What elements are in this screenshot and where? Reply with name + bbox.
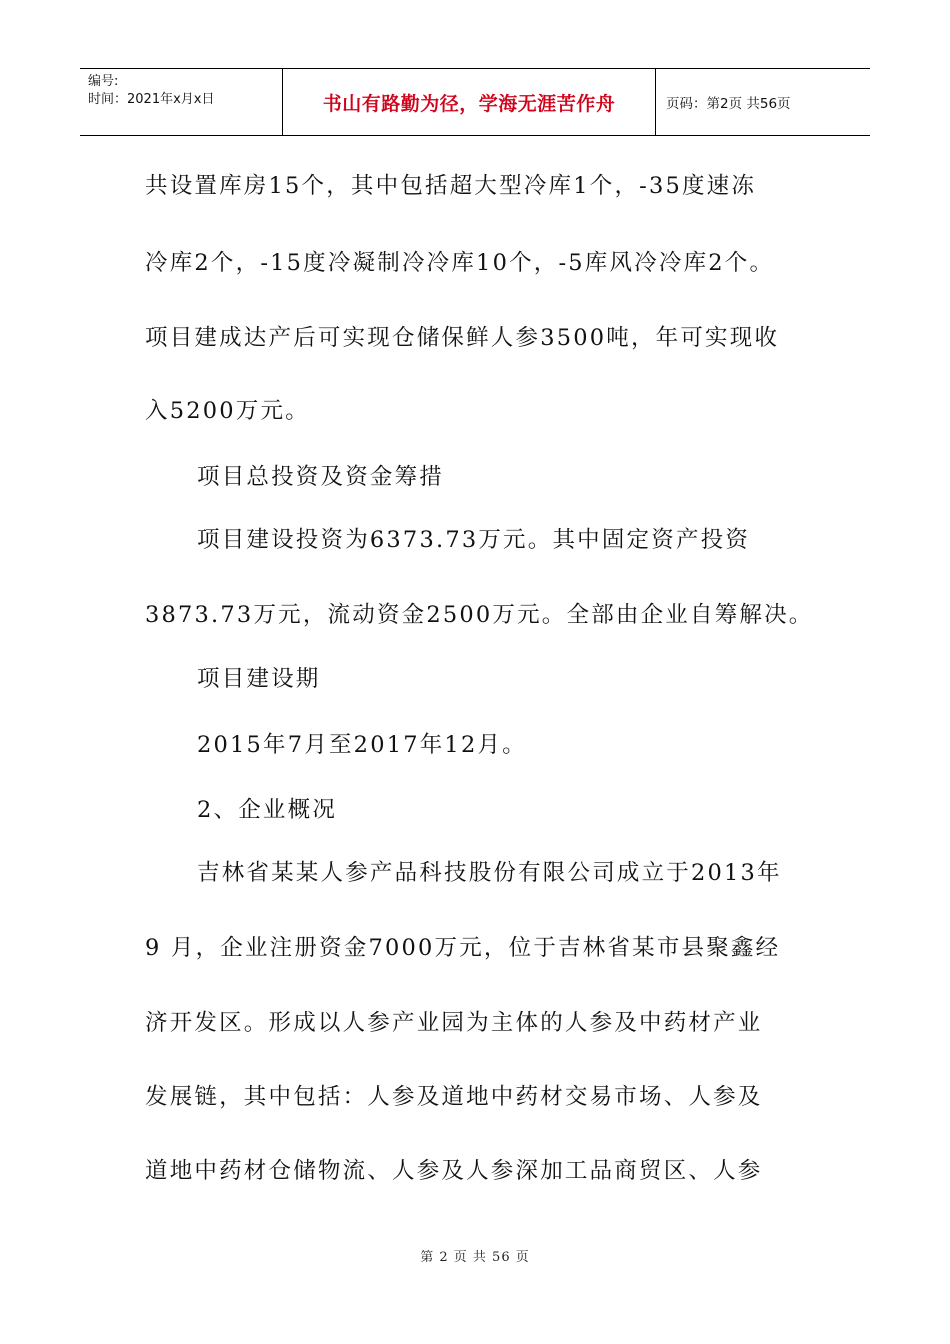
paragraph-line: 项目建设投资为6373.73万元。其中固定资产投资 xyxy=(197,527,751,553)
page-footer: 第 2 页 共 56 页 xyxy=(420,1250,530,1265)
section-heading: 项目总投资及资金筹措 xyxy=(197,464,445,490)
paragraph-line: 济开发区。形成以人参产业园为主体的人参及中药材产业 xyxy=(145,1010,763,1036)
paragraph-line: 发展链，其中包括：人参及道地中药材交易市场、人参及 xyxy=(145,1084,763,1110)
section-heading: 2、企业概况 xyxy=(197,797,338,823)
header-time-label: 时间：2021年x月x日 xyxy=(88,92,215,107)
header-page-info: 页码：第2页 共56页 xyxy=(666,96,791,112)
paragraph-line: 3873.73万元，流动资金2500万元。全部由企业自筹解决。 xyxy=(145,602,814,628)
header-number-label: 编号: xyxy=(88,74,119,89)
paragraph-line: 共设置库房15个，其中包括超大型冷库1个，-35度速冻 xyxy=(145,173,757,199)
paragraph-line: 2015年7月至2017年12月。 xyxy=(197,732,527,758)
header-motto: 书山有路勤为径，学海无涯苦作舟 xyxy=(283,69,656,135)
paragraph-line: 道地中药材仓储物流、人参及人参深加工品商贸区、人参 xyxy=(145,1158,763,1184)
paragraph-line: 冷库2个，-15度冷凝制冷冷库10个，-5库风冷冷库2个。 xyxy=(145,250,775,276)
paragraph-line: 9 月，企业注册资金7000万元，位于吉林省某市县聚鑫经 xyxy=(145,935,781,961)
paragraph-line: 吉林省某某人参产品科技股份有限公司成立于2013年 xyxy=(197,860,782,886)
document-header xyxy=(80,68,870,136)
header-meta xyxy=(80,69,283,135)
paragraph-line: 入5200万元。 xyxy=(145,398,310,424)
paragraph-line: 项目建成达产后可实现仓储保鲜人参3500吨，年可实现收 xyxy=(145,325,780,351)
section-heading: 项目建设期 xyxy=(197,666,321,692)
